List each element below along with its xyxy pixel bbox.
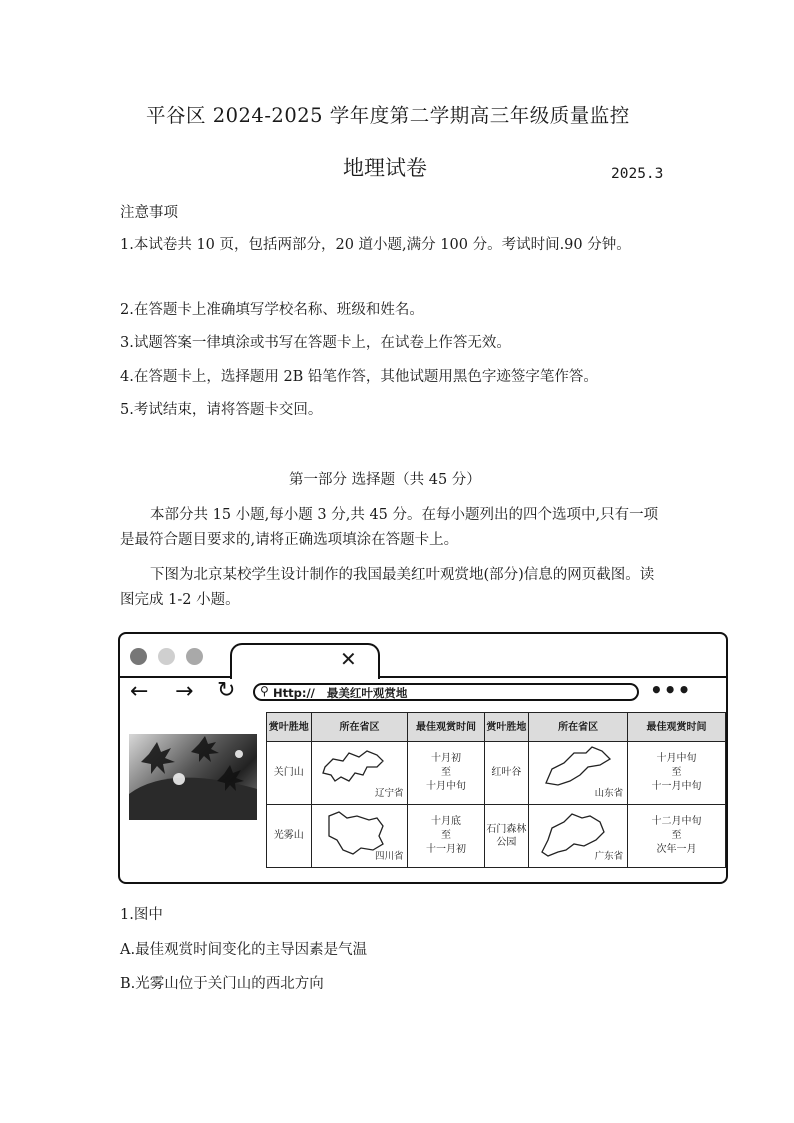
tab-bar: [120, 634, 726, 678]
part1-intro: 本部分共 15 小题,每小题 3 分,共 45 分。在每小题列出的四个选项中,只有一项是最符合题目要求的,请将正确选项填涂在答题卡上。: [120, 507, 659, 548]
forward-arrow-icon: →: [175, 679, 194, 704]
province-map-cell: [311, 805, 408, 868]
table-row: [267, 742, 726, 805]
question-intro: 下图为北京某校学生设计制作的我国最美红叶观赏地(部分)信息的网页截图。读图完成 1-2 小题。: [120, 567, 655, 608]
province-map-cell: [529, 805, 628, 868]
province-label: 辽宁省: [374, 788, 404, 799]
notes-heading: 注意事项: [120, 205, 178, 221]
window-dot-2: [158, 648, 175, 665]
window-dot-1: [130, 648, 147, 665]
address-bar: [253, 683, 639, 701]
col-header-time-2: 最佳观赏时间: [628, 713, 726, 742]
red-leaf-photo: [129, 734, 257, 820]
place-cell: 光雾山: [267, 805, 312, 868]
place-cell: 红叶谷: [484, 742, 529, 805]
note-item-4: 4.在答题卡上，选择题用 2B 铅笔作答，其他试题用黑色字迹签字笔作答。: [120, 369, 598, 385]
province-map-cell: [311, 742, 408, 805]
search-icon: ⚲: [260, 684, 269, 698]
province-label: 四川省: [374, 851, 404, 862]
exam-date: 2025.3: [611, 166, 664, 182]
col-header-time: 最佳观赏时间: [408, 713, 484, 742]
time-cell: 十月底 至 十一月初: [408, 805, 484, 868]
exam-title: 平谷区 2024-2025 学年度第二学期高三年级质量监控: [146, 104, 630, 127]
table-row: [267, 805, 726, 868]
col-header-place-2: 赏叶胜地: [484, 713, 529, 742]
note-item-3: 3.试题答案一律填涂或书写在答题卡上，在试卷上作答无效。: [120, 335, 511, 351]
url-title: 最美红叶观赏地: [326, 686, 408, 700]
exam-subtitle: 地理试卷: [343, 156, 427, 180]
col-header-place: 赏叶胜地: [267, 713, 312, 742]
province-label: 山东省: [594, 788, 624, 799]
part1-heading: 第一部分 选择题（共 45 分）: [289, 472, 481, 488]
url-prefix: Http://: [273, 686, 315, 700]
time-cell: 十二月中旬 至 次年一月: [628, 805, 726, 868]
province-label: 广东省: [594, 851, 624, 862]
question-1-stem: 1.图中: [120, 907, 163, 923]
more-icon: •••: [650, 678, 692, 702]
question-1-option-b: B.光雾山位于关门山的西北方向: [120, 976, 324, 992]
col-header-province-2: 所在省区: [529, 713, 628, 742]
note-item-1: 1.本试卷共 10 页，包括两部分，20 道小题,满分 100 分。考试时间.90 分钟。: [120, 237, 631, 253]
note-item-5: 5.考试结束，请将答题卡交回。: [120, 402, 323, 418]
question-1-option-a: A.最佳观赏时间变化的主导因素是气温: [120, 942, 368, 958]
red-leaf-table: [266, 712, 726, 868]
reload-icon: ↻: [217, 678, 236, 703]
close-icon: ✕: [340, 647, 357, 671]
province-map-cell: [529, 742, 628, 805]
time-cell: 十月中旬 至 十一月中旬: [628, 742, 726, 805]
time-cell: 十月初 至 十月中旬: [408, 742, 484, 805]
url-text: [273, 685, 407, 701]
browser-tab: [230, 643, 380, 679]
place-cell: 关门山: [267, 742, 312, 805]
col-header-province: 所在省区: [311, 713, 408, 742]
window-dot-3: [186, 648, 203, 665]
browser-figure: [118, 632, 728, 884]
place-cell: 石门森林公园: [484, 805, 529, 868]
back-arrow-icon: ←: [130, 679, 149, 704]
note-item-2: 2.在答题卡上准确填写学校名称、班级和姓名。: [120, 302, 424, 318]
